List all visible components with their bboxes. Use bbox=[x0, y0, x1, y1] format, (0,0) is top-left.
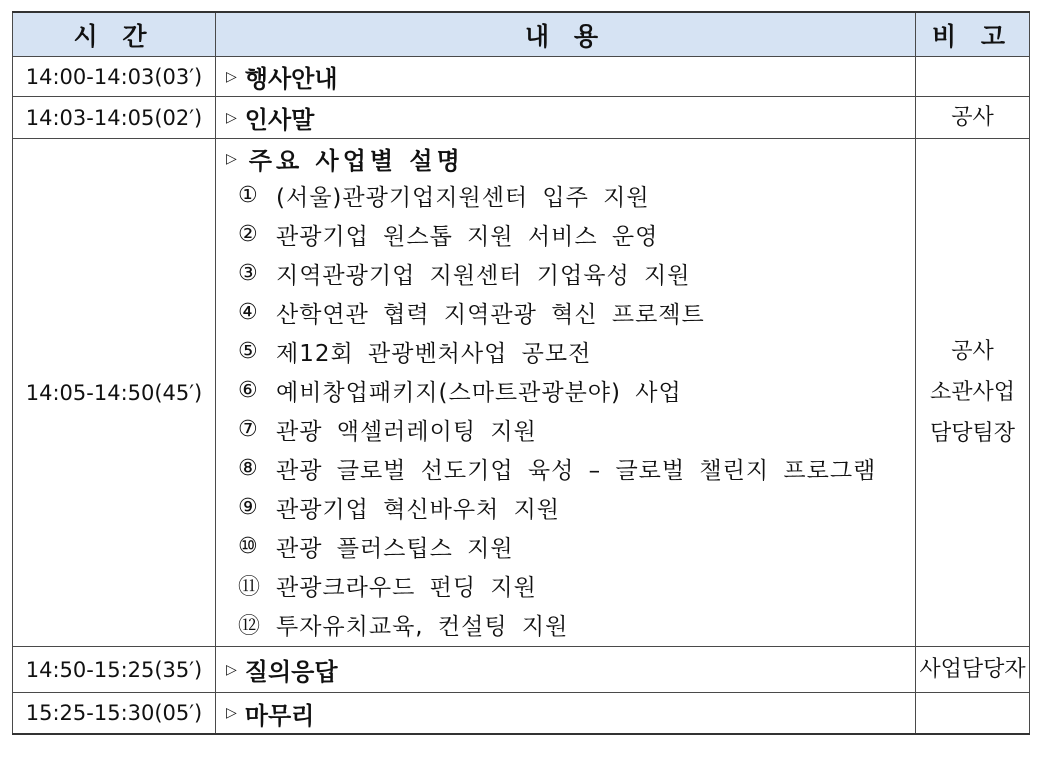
item-text: 제12회 관광벤처사업 공모전 bbox=[276, 341, 592, 367]
triangle-bullet-icon: ▷ bbox=[226, 705, 237, 721]
program-item-list bbox=[226, 176, 915, 644]
list-item bbox=[226, 332, 915, 371]
time-cell: 14:00-14:03(03′) bbox=[13, 57, 216, 97]
item-text: 관광기업 혁신바우처 지원 bbox=[276, 497, 561, 523]
item-number: ② bbox=[238, 222, 258, 247]
table-row bbox=[13, 693, 1030, 735]
header-time: 시 간 bbox=[13, 12, 216, 57]
list-item bbox=[226, 410, 915, 449]
content-cell bbox=[216, 647, 916, 693]
list-item bbox=[226, 449, 915, 488]
triangle-bullet-icon: ▷ bbox=[226, 109, 237, 126]
triangle-bullet-icon: ▷ bbox=[226, 68, 237, 85]
note-cell bbox=[916, 693, 1030, 735]
note-cell bbox=[916, 139, 1030, 647]
item-text: 관광크라우드 펀딩 지원 bbox=[276, 575, 537, 601]
item-text: 예비창업패키지(스마트관광분야) 사업 bbox=[276, 380, 682, 406]
item-number: ④ bbox=[238, 300, 258, 325]
list-item bbox=[226, 254, 915, 293]
time-cell: 15:25-15:30(05′) bbox=[13, 693, 216, 735]
time-cell: 14:03-14:05(02′) bbox=[13, 97, 216, 139]
item-text: 지역관광기업 지원센터 기업육성 지원 bbox=[276, 263, 691, 289]
row-title-text: 행사안내 bbox=[244, 65, 338, 93]
item-text: 관광 글로벌 선도기업 육성 – 글로벌 챌린지 프로그램 bbox=[276, 458, 877, 484]
item-number: ⑪ bbox=[238, 575, 261, 600]
header-content: 내 용 bbox=[216, 12, 916, 57]
item-text: (서울)관광기업지원센터 입주 지원 bbox=[276, 185, 650, 211]
item-number: ⑨ bbox=[238, 495, 258, 520]
header-row bbox=[13, 12, 1030, 57]
note-cell: 사업담당자 bbox=[916, 647, 1030, 693]
row-title-text: 질의응답 bbox=[244, 658, 338, 686]
list-item bbox=[226, 371, 915, 410]
table-row bbox=[13, 647, 1030, 693]
list-item bbox=[226, 566, 915, 605]
content-cell bbox=[216, 139, 916, 647]
list-item bbox=[226, 488, 915, 527]
row-title-text: 주요 사업별 설명 bbox=[248, 147, 464, 175]
time-cell: 14:50-15:25(35′) bbox=[13, 647, 216, 693]
note-line: 담당팀장 bbox=[929, 421, 1015, 446]
note-line: 소관사업 bbox=[929, 380, 1015, 405]
row-title bbox=[226, 59, 915, 94]
note-line: 공사 bbox=[951, 339, 994, 364]
header-note: 비 고 bbox=[916, 12, 1030, 57]
table-row bbox=[13, 97, 1030, 139]
item-text: 산학연관 협력 지역관광 혁신 프로젝트 bbox=[276, 302, 705, 328]
list-item bbox=[226, 527, 915, 566]
content-cell bbox=[216, 693, 916, 735]
item-text: 관광 액셀러레이팅 지원 bbox=[276, 419, 537, 445]
item-number: ⑤ bbox=[238, 339, 258, 364]
row-title bbox=[226, 100, 915, 135]
note-cell bbox=[916, 57, 1030, 97]
list-item bbox=[226, 176, 915, 215]
row-title-text: 마무리 bbox=[244, 701, 315, 730]
triangle-bullet-icon: ▷ bbox=[226, 661, 237, 678]
table-row bbox=[13, 57, 1030, 97]
time-cell: 14:05-14:50(45′) bbox=[13, 139, 216, 647]
item-text: 관광 플러스팁스 지원 bbox=[276, 536, 514, 562]
list-item bbox=[226, 215, 915, 254]
list-item bbox=[226, 605, 915, 644]
row-title bbox=[226, 696, 915, 731]
item-number: ⑧ bbox=[238, 456, 258, 481]
triangle-bullet-icon: ▷ bbox=[226, 150, 241, 167]
list-item bbox=[226, 293, 915, 332]
content-cell bbox=[216, 97, 916, 139]
row-title bbox=[226, 652, 915, 687]
table-row bbox=[13, 139, 1030, 647]
row-title-text: 인사말 bbox=[244, 106, 315, 134]
item-number: ① bbox=[238, 183, 258, 208]
row-title bbox=[226, 141, 915, 176]
schedule-table bbox=[12, 11, 1030, 735]
content-cell bbox=[216, 57, 916, 97]
note-cell: 공사 bbox=[916, 97, 1030, 139]
item-number: ⑫ bbox=[238, 614, 261, 639]
item-number: ⑩ bbox=[238, 534, 258, 559]
item-number: ⑥ bbox=[238, 378, 258, 403]
item-text: 관광기업 원스톱 지원 서비스 운영 bbox=[276, 224, 659, 250]
item-number: ③ bbox=[238, 261, 258, 286]
item-text: 투자유치교육, 컨설팅 지원 bbox=[276, 614, 569, 640]
item-number: ⑦ bbox=[238, 417, 258, 442]
